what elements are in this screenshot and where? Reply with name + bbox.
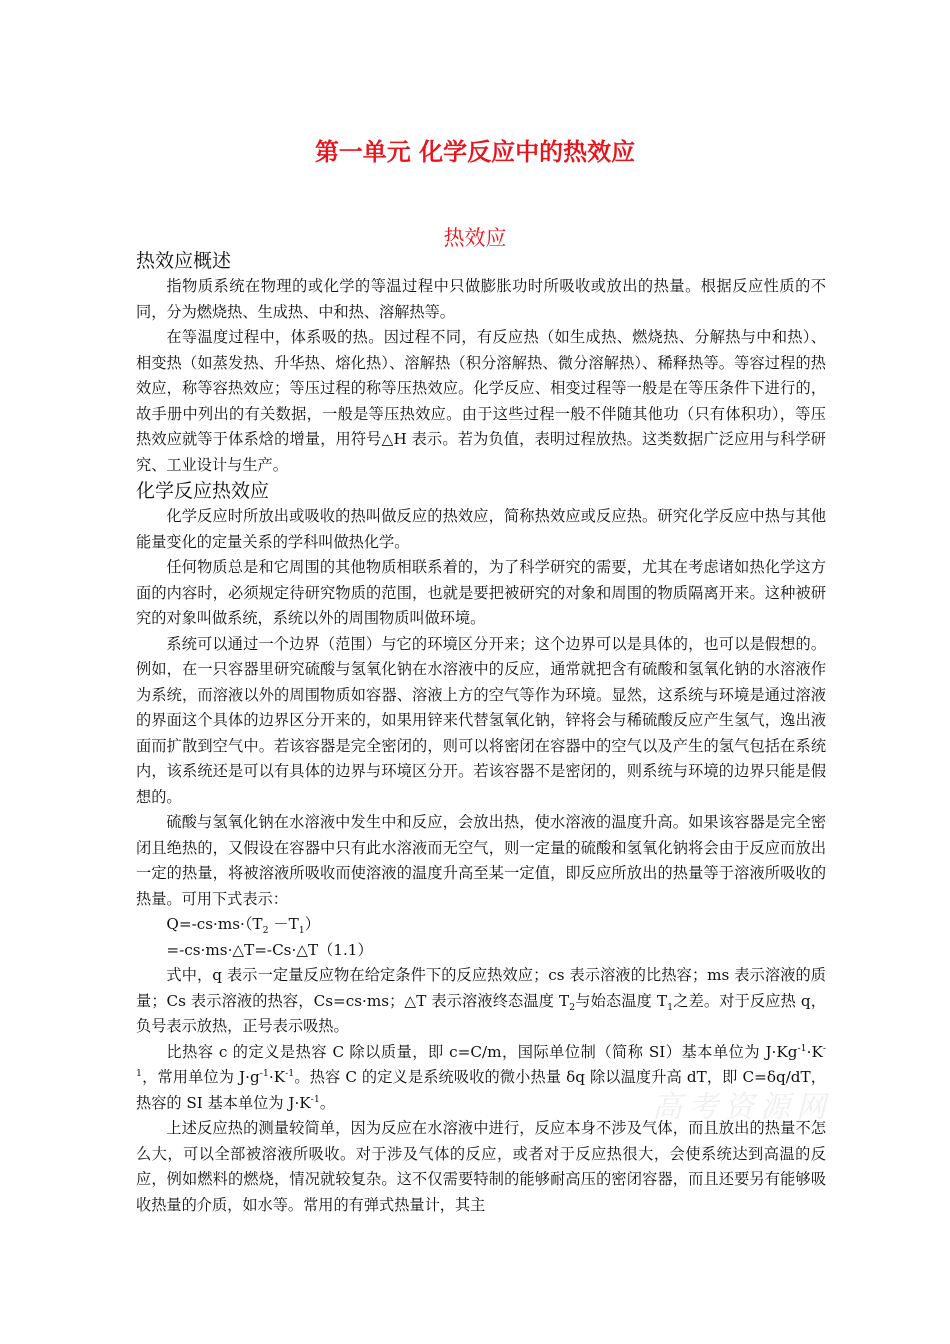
paragraph: 任何物质总是和它周围的其他物质相联系着的，为了科学研究的需要，尤其在考虑诸如热化学这方面的内容时，必须规定待研究物质的范围，也就是要把被研究的对象和周围的物质隔离开来。这种被研究的对象叫做系统，系统以外的周围物质叫做环境。 <box>136 558 826 627</box>
formula-line-2: =-cs·ms·△T=-Cs·△T（1.1） <box>166 940 373 959</box>
formula-line-1: $Q=-cs\cdot ms\cdot(T_2 -T_1)$ <box>166 915 320 937</box>
document-body <box>136 248 826 1218</box>
paragraph: 上述反应热的测量较简单，因为反应在水溶液中进行，反应本身不涉及气体，而且放出的热量不怎么大，可以全部被溶液所吸收。对于涉及气体的反应，或者对于反应热很大，会使系统达到高温的反应，例如燃料的燃烧，情况就较复杂。这不仅需要特制的能够耐高压的密闭容器，而且还要另有能够吸收热量的介质，如水等。常用的有弹式热量计，其主 <box>136 1119 826 1214</box>
section-heading-overview: 热效应概述 <box>136 250 232 272</box>
section-title: 热效应 <box>443 226 507 250</box>
section-heading-reaction-heat: 化学反应热效应 <box>136 480 270 502</box>
paragraph: 指物质系统在物理的或化学的等温过程中只做膨胀功时所吸收或放出的热量。根据反应性质的不同，分为燃烧热、生成热、中和热、溶解热等。 <box>136 277 826 321</box>
watermark: 高考资源网 <box>652 1090 832 1125</box>
paragraph: 化学反应时所放出或吸收的热叫做反应的热效应，简称热效应或反应热。研究化学反应中热与其他能量变化的定量关系的学科叫做热化学。 <box>136 507 826 551</box>
paragraph-heat-capacity: 比热容 c 的定义是热容 C 除以质量，即 c=C/m，国际单位制（简称 SI）基本单位为 $J\cdot Kg^{-1}\cdot K^{-1}$，常用单位为 $J\cdot g^{-1}\cdot K^{-1}$。热容 C 的定义是系统吸收的微小热量 δq 除以温度升高 dT，即 C=δq/dT，热容的 SI 基本单位为 $J\cdot K^{-1}$。 <box>136 1042 826 1112</box>
paragraph-formula-explanation: 式中，q 表示一定量反应物在给定条件下的反应热效应；cs 表示溶液的比热容；ms 表示溶液的质量；Cs 表示溶液的热容，Cs=cs·ms；△T 表示溶液终态温度 $T_2$与始态温度 $T_1$之差。对于反应热 q，负号表示放热，正号表示吸热。 <box>136 966 826 1035</box>
document-title: 第一单元 化学反应中的热效应 <box>314 138 636 166</box>
paragraph: 在等温度过程中，体系吸的热。因过程不同，有反应热（如生成热、燃烧热、分解热与中和热）、相变热（如蒸发热、升华热、熔化热）、溶解热（积分溶解热、微分溶解热）、稀释热等。等容过程的热效应，称等容热效应；等压过程的称等压热效应。化学反应、相变过程等一般是在等压条件下进行的，故手册中列出的有关数据，一般是等压热效应。由于这些过程一般不伴随其他功（只有体积功），等压热效应就等于体系焓的增量，用符号△H 表示。若为负值，表明过程放热。这类数据广泛应用与科学研究、工业设计与生产。 <box>136 328 826 474</box>
paragraph: 系统可以通过一个边界（范围）与它的环境区分开来；这个边界可以是具体的，也可以是假想的。例如，在一只容器里研究硫酸与氢氧化钠在水溶液中的反应，通常就把含有硫酸和氢氧化钠的水溶液作为系统，而溶液以外的周围物质如容器、溶液上方的空气等作为环境。显然，这系统与环境是通过溶液的界面这个具体的边界区分开来的，如果用锌来代替氢氧化钠，锌将会与稀硫酸反应产生氢气，逸出液面而扩散到空气中。若该容器是完全密闭的，则可以将密闭在容器中的空气以及产生的氢气包括在系统内，该系统还是可以有具体的边界与环境区分开。若该容器不是密闭的，则系统与环境的边界只能是假想的。 <box>136 634 826 806</box>
paragraph: 硫酸与氢氧化钠在水溶液中发生中和反应，会放出热，使水溶液的温度升高。如果该容器是完全密闭且绝热的，又假设在容器中只有此水溶液而无空气，则一定量的硫酸和氢氧化钠将会由于反应而放出一定的热量，将被溶液所吸收而使溶液的温度升高至某一定值，即反应所放出的热量等于溶液所吸收的热量。可用下式表示： <box>136 813 826 908</box>
